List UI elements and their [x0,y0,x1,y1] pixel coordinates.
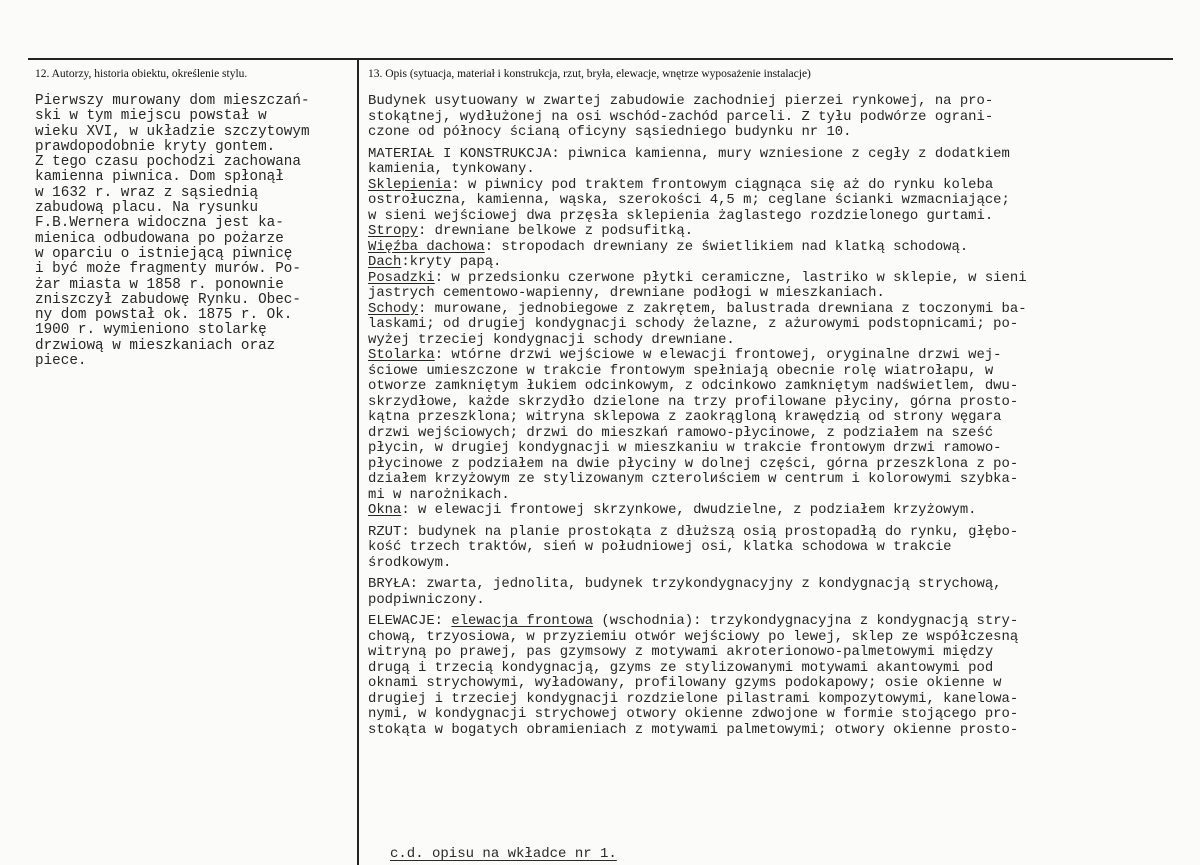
schody-text: : murowane, jednobiegowe z zakrętem, balustrada drewniana z toczonymi ba- laskami; od drugiej kondygnacji schody żelazne, z ażurowymi podstopnicami; po- wyżej trzeciej kondygnacji schody drewniane. [368,300,1027,348]
elewacje-label: elewacja frontowa [451,613,594,629]
wiezba-label: Więźba dachowa [368,238,485,255]
column-divider [357,58,359,865]
bryla-paragraph: BRYŁA: zwarta, jednolita, budynek trzykondygnacyjny z kondygnacją strychową, podpiwniczony. [368,576,1002,608]
okna-label: Okna [368,502,402,518]
section-12-header: 12. Autorzy, historia obiektu, określenie stylu. [35,68,248,80]
sklepienia-paragraph [368,178,1183,225]
section-13-header: 13. Opis (sytuacja, materiał i konstrukcja, rzut, bryła, elewacje, wnętrze wyposażenie instalacje) [368,68,811,80]
stropy-text: : drewniane belkowe z podsufitką. [418,223,694,239]
okna-paragraph [368,503,1183,519]
elewacje-prefix: ELEWACJE: [368,613,452,629]
schody-paragraph [368,302,1183,349]
okna-text: : w elewacji frontowej skrzynkowe, dwudzielne, z podziałem krzyżowym. [401,502,977,518]
situation-paragraph: Budynek usytuowany w zwartej zabudowie zachodniej pierzei rynkowej, na pro- stokątnej, wydłużonej na osi wschód-zachód parceli. Z tyłu podwórze ograni- czone od północy ścianą oficyny sąsiedniego budynku nr 10. [368,93,994,140]
rzut-paragraph: RZUT: budynek na planie prostokąta z dłuższą osią prostopadłą do rynku, głębo- kość trzech traktów, sień w południowej osi, klatka schodowa w trakcie środkowym. [368,523,1019,571]
stolarka-label: Stolarka [368,347,435,363]
sklepienia-label: Sklepienia [368,176,452,193]
elewacje-paragraph [368,614,1183,738]
sklepienia-text: : w piwnicy pod traktem frontowym ciągnąca się aż do rynku koleba ostrołuczna, kamienna, wąska, szerokości 4,5 m; ceglane ścianki wzmacniające; w sieni wejściowej dwa przęsła sklepienia żaglastego rozdzielonego gurtami. [368,176,1010,224]
stolarka-text: : wtórne drzwi wejściowe w elewacji frontowej, oryginalne drzwi wej- ściowe umieszczone w trakcie frontowym spełniają obecnie rolę wiatrołapu, w otworze zamkniętym łukiem odcinkowym, z odcinkowo zamkniętym nadświetlem, dwu- skrzydłowe, każde skrzydło dzielone na trzy profilowane płyciny, górna prosto- kątna przeszklona; witryna sklepowa z zaokrągloną krawędzią od strony węgara drzwi wejściowych; drzwi do mieszkań ramowo-płycinowe, z podziałem na sześć płycin, w drugiej kondygnacji w mieszkaniu w trakcie frontowym drzwi ramowo- płycinowe z podziałem na dwie płyciny w dolnej części, górna przeszklona z po- działem krzyżowym ze stylizowanym czterolиściem w centrum i kolorowymi szybka- mi w narożnikach. [368,347,1019,503]
posadzki-text: : w przedsionku czerwone płytki ceramiczne, lastriko w sklepie, w sieni jastrych cementowo-wapienny, drewniane podłogi w mieszkaniach. [368,269,1027,301]
material-label: MATERIAŁ I KONSTRUKCJA [368,145,552,162]
material-text: : piwnica kamienna, mury wzniesione z cegły z dodatkiem kamienia, tynkowany. [368,145,1010,177]
schody-label: Schody [368,300,419,317]
elewacje-text: (wschodnia): trzykondygnacyjna z kondygnacją stry- chową, trzyosiowa, w przyziemiu otwór wejściowy po lewej, sklep ze współczesną witryną po prawej, pas gzymsowy z motywami akroterionowo-palmetowymi między drugą i trzecią kondygnacją, gzyms ze stylizowanymi motywami akantowymi pod oknami strychowymi, wyładowany, profilowany gzyms podokapowy; osie okienne w drugiej i trzeciej kondygnacji rozdzielone pilastrami kompozytowymi, kanelowa- nymi, w kondygnacji strychowej otwory okienne zdwojone w formie stojącego pro- stokąta w bogatych obramieniach z motywami palmetowymi; otwory okienne prosto- [368,613,1019,738]
material-paragraph [368,147,1183,178]
wiezba-paragraph [368,240,1183,256]
section-12-column [35,68,355,369]
posadzki-paragraph [368,271,1183,302]
section-13-column [368,68,1183,738]
dach-text: :kryty papą. [401,254,502,270]
history-text: Pierwszy murowany dom mieszczań- ski w tym miejscu powstał w wieku XVI, w układzie szczytowym prawdopodobnie kryty gontem. Z tego czasu pochodzi zachowana kamienna piwnica. Dom spłonął w 1632 r. wraz z sąsiednią zabudową placu. Na rysunku F.B.Wernera widoczna jest ka- mienica odbudowana po pożarze w oparciu o istniejącą piwnicę i być może fragmenty murów. Po- żar miasta w 1858 r. ponownie zniszczył zabudowę Rynku. Obec- ny dom powstał ok. 1875 r. Ok. 1900 r. wymieniono stolarkę drzwiową w mieszkaniach oraz piece. [35,93,310,370]
dach-paragraph [368,255,1183,271]
continuation-note: c.d. opisu na wkładce nr 1. [390,846,617,862]
stropy-label: Stropy [368,223,419,239]
posadzki-label: Posadzki [368,269,435,286]
wiezba-text: : stropodach drewniany ze świetlikiem nad klatką schodową. [484,238,969,255]
top-rule [28,58,1173,60]
dach-label: Dach [368,254,402,270]
stropy-paragraph [368,224,1183,240]
stolarka-paragraph [368,348,1183,503]
